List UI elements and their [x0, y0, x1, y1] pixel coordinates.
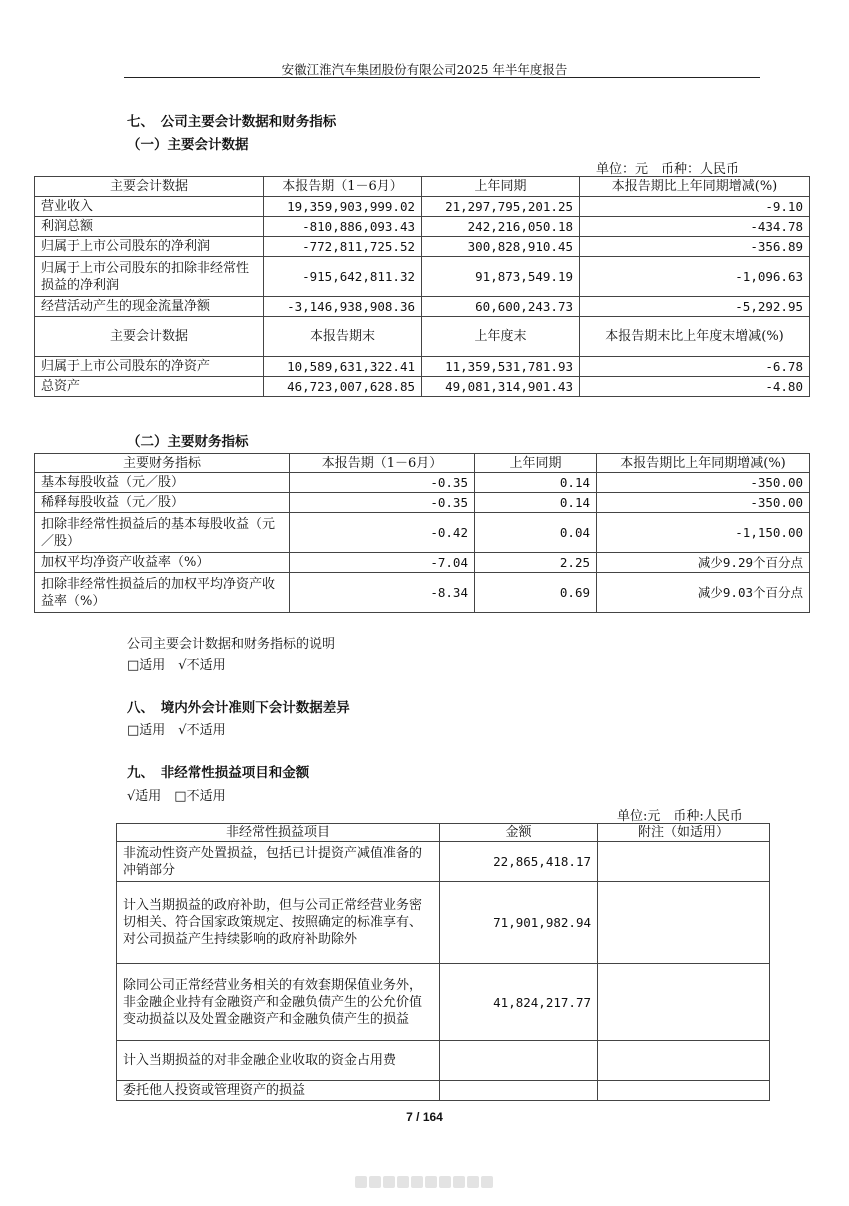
value-cell: -3,146,938,908.36 — [264, 297, 422, 317]
value-cell: -8.34 — [290, 573, 475, 613]
value-cell: -350.00 — [597, 473, 810, 493]
header-cell: 主要会计数据 — [35, 317, 264, 357]
amount-cell — [440, 1081, 598, 1101]
header-cell: 本报告期比上年同期增减(%) — [597, 454, 810, 473]
table-row — [117, 964, 770, 1041]
note-title: 公司主要会计数据和财务指标的说明 — [127, 637, 336, 652]
value-cell: 0.04 — [475, 513, 597, 553]
remark-cell — [598, 964, 770, 1041]
table-row — [117, 1041, 770, 1081]
header-cell: 金额 — [440, 824, 598, 842]
value-cell: -7.04 — [290, 553, 475, 573]
table-row — [35, 297, 810, 317]
row-label: 扣除非经常性损益后的加权平均净资产收益率（%） — [35, 573, 290, 613]
header-divider — [124, 77, 760, 78]
unit-label-2: 单位:元 币种:人民币 — [617, 809, 743, 824]
value-cell: 21,297,795,201.25 — [422, 197, 580, 217]
table-header-row — [117, 824, 770, 842]
non-recurring-items-table — [116, 823, 770, 1101]
section-9-applicability: √适用 □不适用 — [127, 789, 226, 804]
value-cell: 300,828,910.45 — [422, 237, 580, 257]
header-cell: 上年度末 — [422, 317, 580, 357]
value-cell: 减少9.29个百分点 — [597, 553, 810, 573]
value-cell: 91,873,549.19 — [422, 257, 580, 297]
table-row — [35, 573, 810, 613]
report-header-title: 安徽江淮汽车集团股份有限公司2025 年半年度报告 — [281, 62, 568, 77]
value-cell: 减少9.03个百分点 — [597, 573, 810, 613]
value-cell: 0.69 — [475, 573, 597, 613]
amount-cell: 22,865,418.17 — [440, 842, 598, 882]
value-cell: -772,811,725.52 — [264, 237, 422, 257]
item-label: 计入当期损益的对非金融企业收取的资金占用费 — [117, 1041, 440, 1081]
header-cell: 上年同期 — [475, 454, 597, 473]
table-row — [35, 357, 810, 377]
header-cell: 主要财务指标 — [35, 454, 290, 473]
amount-cell: 41,824,217.77 — [440, 964, 598, 1041]
value-cell: -5,292.95 — [580, 297, 810, 317]
value-cell: -0.35 — [290, 493, 475, 513]
table-row — [35, 473, 810, 493]
unit-label-1: 单位：元 币种：人民币 — [596, 162, 740, 177]
table-row — [35, 197, 810, 217]
item-label: 计入当期损益的政府补助，但与公司正常经营业务密切相关、符合国家政策规定、按照确定的标准享有、对公司损益产生持续影响的政府补助除外 — [117, 882, 440, 964]
row-label: 扣除非经常性损益后的基本每股收益（元／股） — [35, 513, 290, 553]
value-cell: 46,723,007,628.85 — [264, 377, 422, 397]
remark-cell — [598, 1041, 770, 1081]
subsection-1-title: （一）主要会计数据 — [127, 137, 249, 153]
value-cell: 0.14 — [475, 473, 597, 493]
table-row — [117, 882, 770, 964]
header-cell: 本报告期末比上年度末增减(%) — [580, 317, 810, 357]
value-cell: -0.35 — [290, 473, 475, 493]
row-label: 营业收入 — [35, 197, 264, 217]
section-9-title: 九、 非经常性损益项目和金额 — [127, 765, 310, 781]
section-8-title: 八、 境内外会计准则下会计数据差异 — [127, 700, 350, 716]
value-cell: -915,642,811.32 — [264, 257, 422, 297]
value-cell: -1,150.00 — [597, 513, 810, 553]
row-label: 稀释每股收益（元／股） — [35, 493, 290, 513]
row-label: 利润总额 — [35, 217, 264, 237]
value-cell: -9.10 — [580, 197, 810, 217]
row-label: 归属于上市公司股东的净利润 — [35, 237, 264, 257]
remark-cell — [598, 1081, 770, 1101]
value-cell: -434.78 — [580, 217, 810, 237]
table-row — [35, 553, 810, 573]
header-cell: 上年同期 — [422, 177, 580, 197]
value-cell: -4.80 — [580, 377, 810, 397]
amount-cell: 71,901,982.94 — [440, 882, 598, 964]
value-cell: 11,359,531,781.93 — [422, 357, 580, 377]
item-label: 委托他人投资或管理资产的损益 — [117, 1081, 440, 1101]
table-row — [117, 842, 770, 882]
table-row — [35, 493, 810, 513]
note-applicability: □适用 √不适用 — [127, 658, 226, 673]
table-header-row — [35, 454, 810, 473]
value-cell: -0.42 — [290, 513, 475, 553]
section-8-applicability: □适用 √不适用 — [127, 723, 226, 738]
table-row — [35, 237, 810, 257]
value-cell: 60,600,243.73 — [422, 297, 580, 317]
financial-indicators-table — [34, 453, 810, 613]
value-cell: -356.89 — [580, 237, 810, 257]
value-cell: -6.78 — [580, 357, 810, 377]
subsection-2-title: （二）主要财务指标 — [127, 434, 249, 450]
header-cell: 附注（如适用） — [598, 824, 770, 842]
header-cell: 非经常性损益项目 — [117, 824, 440, 842]
row-label: 归属于上市公司股东的净资产 — [35, 357, 264, 377]
row-label: 基本每股收益（元／股） — [35, 473, 290, 493]
value-cell: 10,589,631,322.41 — [264, 357, 422, 377]
table-row — [35, 217, 810, 237]
table-row — [117, 1081, 770, 1101]
accounting-data-table — [34, 176, 810, 397]
row-label: 经营活动产生的现金流量净额 — [35, 297, 264, 317]
watermark-graphic — [355, 1173, 500, 1187]
header-cell: 主要会计数据 — [35, 177, 264, 197]
row-label: 归属于上市公司股东的扣除非经常性损益的净利润 — [35, 257, 264, 297]
remark-cell — [598, 882, 770, 964]
table-header-row — [35, 317, 810, 357]
value-cell: 49,081,314,901.43 — [422, 377, 580, 397]
item-label: 非流动性资产处置损益，包括已计提资产减值准备的冲销部分 — [117, 842, 440, 882]
value-cell: -1,096.63 — [580, 257, 810, 297]
header-cell: 本报告期末 — [264, 317, 422, 357]
row-label: 总资产 — [35, 377, 264, 397]
header-cell: 本报告期（1－6月） — [264, 177, 422, 197]
section-7-title: 七、 公司主要会计数据和财务指标 — [127, 114, 337, 130]
value-cell: -350.00 — [597, 493, 810, 513]
page-number: 7 / 164 — [406, 1110, 443, 1124]
value-cell: 2.25 — [475, 553, 597, 573]
table-header-row — [35, 177, 810, 197]
table-row — [35, 513, 810, 553]
item-label: 除同公司正常经营业务相关的有效套期保值业务外，非金融企业持有金融资产和金融负债产生的公允价值变动损益以及处置金融资产和金融负债产生的损益 — [117, 964, 440, 1041]
row-label: 加权平均净资产收益率（%） — [35, 553, 290, 573]
value-cell: 242,216,050.18 — [422, 217, 580, 237]
remark-cell — [598, 842, 770, 882]
value-cell: -810,886,093.43 — [264, 217, 422, 237]
header-cell: 本报告期比上年同期增减(%) — [580, 177, 810, 197]
table-row — [35, 377, 810, 397]
header-cell: 本报告期（1－6月） — [290, 454, 475, 473]
value-cell: 19,359,903,999.02 — [264, 197, 422, 217]
value-cell: 0.14 — [475, 493, 597, 513]
table-row — [35, 257, 810, 297]
amount-cell — [440, 1041, 598, 1081]
